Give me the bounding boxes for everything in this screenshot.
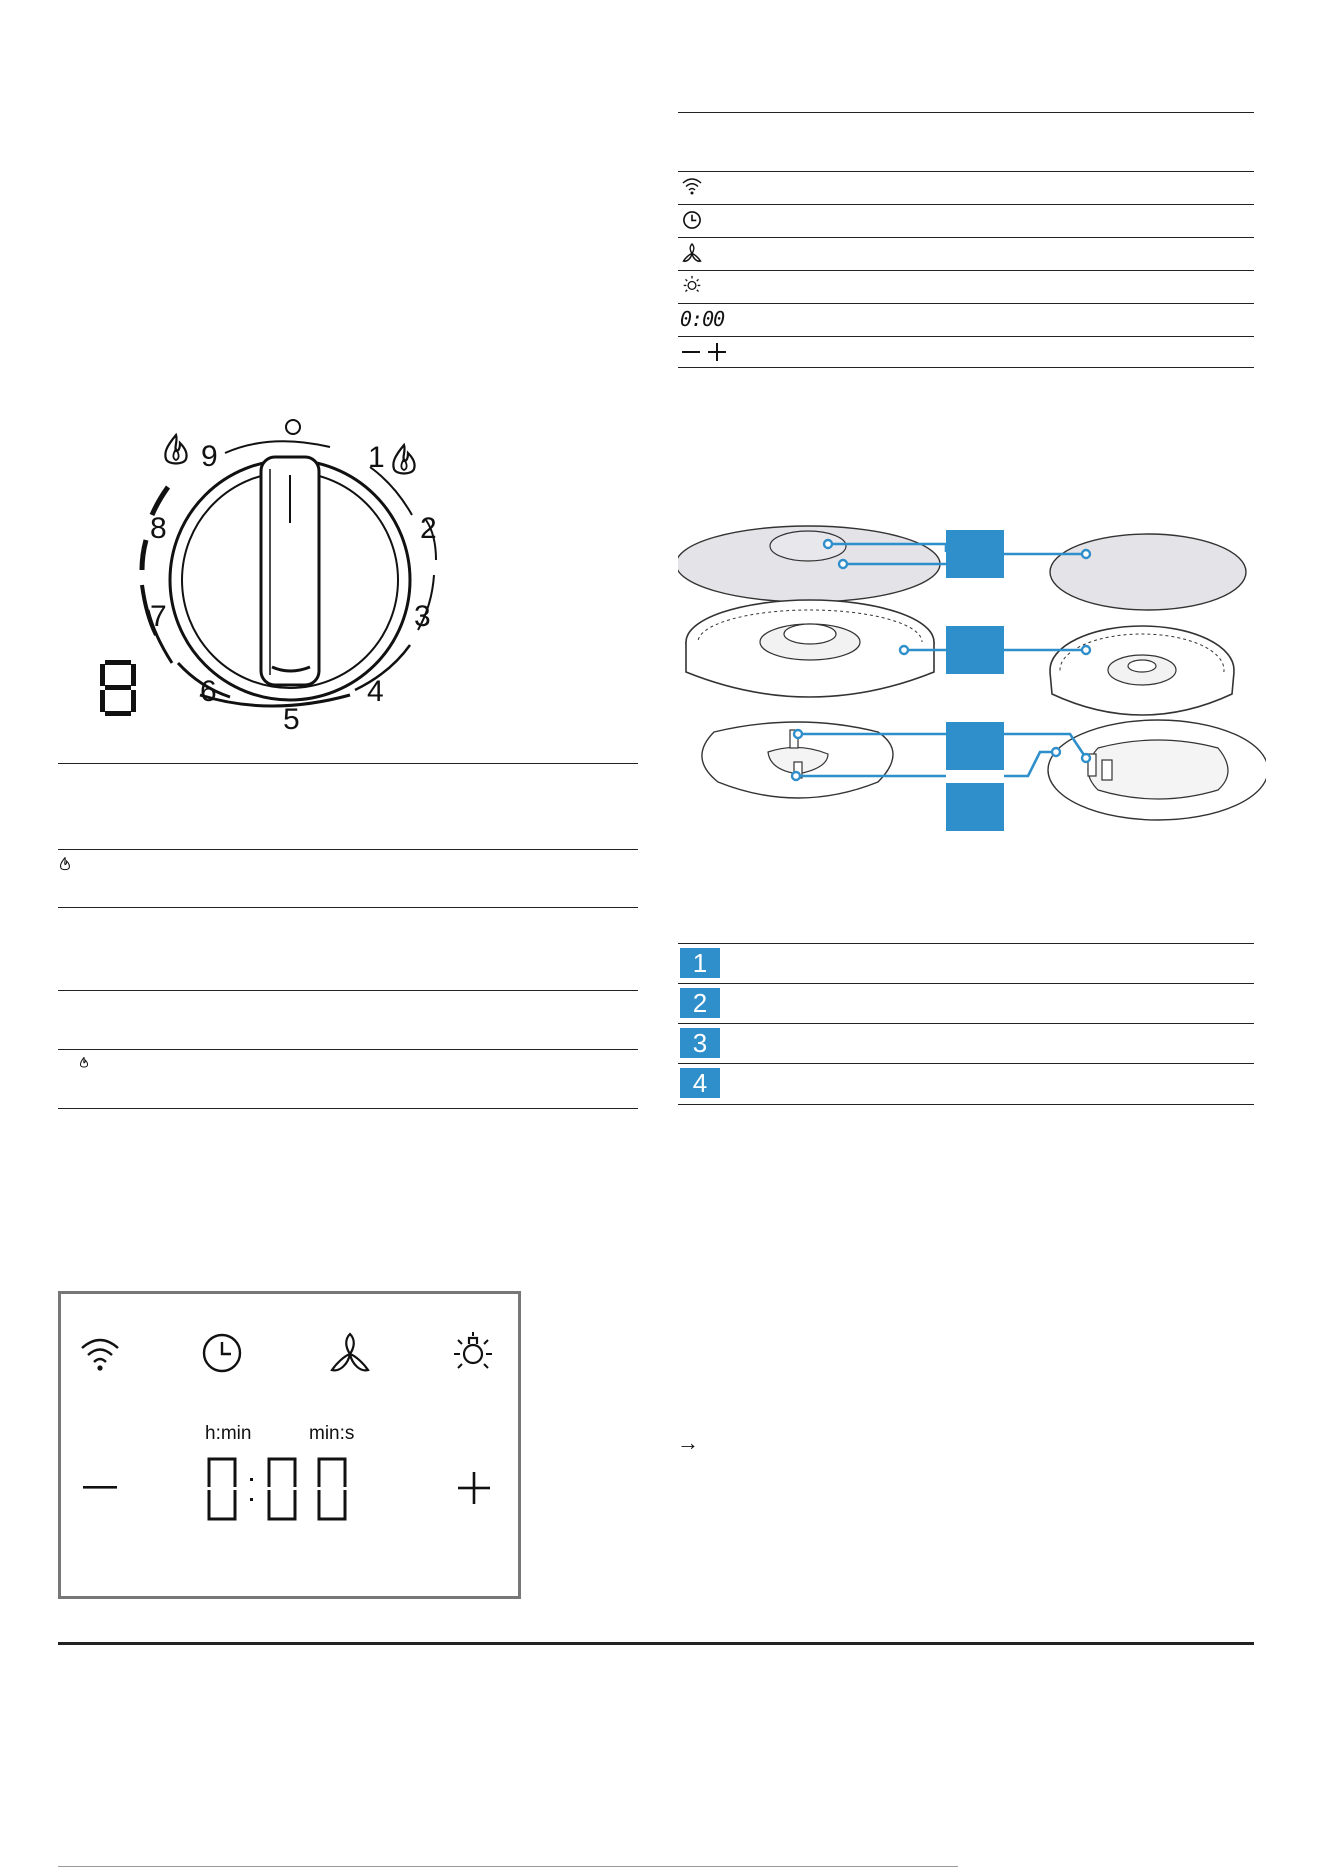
scale-9: 9 bbox=[201, 440, 218, 473]
flame-icon bbox=[393, 445, 414, 474]
light-icon[interactable] bbox=[450, 1330, 496, 1376]
plus-icon[interactable] bbox=[458, 1472, 490, 1504]
label-hmin: h:min bbox=[205, 1423, 252, 1444]
callout-box-1 bbox=[946, 530, 1004, 578]
light-icon bbox=[680, 275, 704, 295]
scale-6: 6 bbox=[200, 675, 217, 708]
fan-icon bbox=[680, 243, 704, 263]
off-mark bbox=[286, 420, 300, 434]
flame-icon bbox=[80, 1057, 88, 1068]
minus-plus-icon bbox=[682, 342, 726, 362]
callout-box-4 bbox=[946, 783, 1004, 831]
scale-8: 8 bbox=[150, 512, 167, 545]
wifi-icon bbox=[680, 176, 704, 196]
flame-icon bbox=[165, 435, 186, 464]
segment-display-8 bbox=[100, 660, 136, 716]
minus-icon[interactable] bbox=[83, 1486, 117, 1490]
legend-badge-1: 1 bbox=[680, 948, 720, 978]
fan-icon[interactable] bbox=[328, 1332, 372, 1374]
legend-badge-2: 2 bbox=[680, 988, 720, 1018]
clock-icon bbox=[680, 210, 704, 230]
scale-3: 3 bbox=[414, 600, 431, 633]
scale-2: 2 bbox=[420, 512, 437, 545]
legend-badge-4: 4 bbox=[680, 1068, 720, 1098]
label-mins: min:s bbox=[309, 1423, 355, 1444]
scale-7: 7 bbox=[150, 600, 167, 633]
arrow-icon: → bbox=[677, 1430, 699, 1455]
flame-icon bbox=[60, 857, 70, 871]
legend-badge-3: 3 bbox=[680, 1028, 720, 1058]
callout-box-2 bbox=[946, 626, 1004, 674]
clock-icon[interactable] bbox=[201, 1332, 243, 1374]
time-display bbox=[205, 1456, 365, 1522]
scale-5: 5 bbox=[283, 703, 300, 736]
burner-knob-diagram bbox=[120, 405, 460, 745]
display-icon: 0:00 bbox=[680, 307, 725, 331]
wifi-icon[interactable] bbox=[78, 1334, 122, 1374]
scale-1: 1 bbox=[368, 441, 385, 474]
scale-4: 4 bbox=[367, 675, 384, 708]
callout-box-3 bbox=[946, 722, 1004, 770]
